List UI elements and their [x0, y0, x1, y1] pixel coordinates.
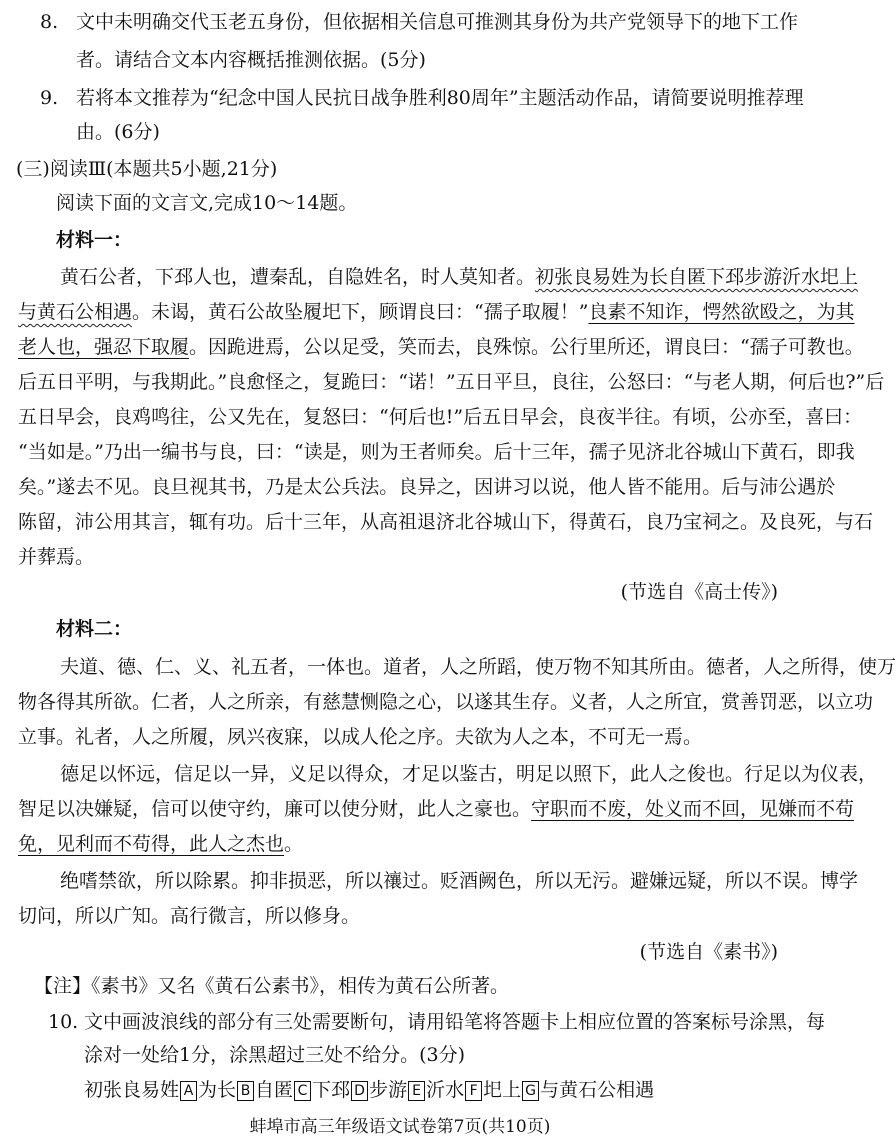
option-segment: 步游	[369, 1079, 408, 1101]
material1-line7: 矣。”遂去不见。良旦视其书，乃是太公兵法。良异之，因讲习以说，他人皆不能用。后与沛公遇於	[18, 476, 836, 498]
punctuation-options	[84, 1076, 654, 1104]
instruction: 阅读下面的文言文,完成10～14题。	[56, 192, 358, 214]
q8-text-line2: 者。请结合文本内容概括推测依据。(5分)	[76, 49, 426, 71]
q9-text-line2: 由。(6分)	[76, 121, 160, 143]
wavy-underlined-segment-end: 与黄石公相遇	[18, 301, 133, 323]
material1-heading: 材料一：	[56, 229, 133, 251]
material1-line5: 五日早会，良鸡鸣往，公又先在，复怒曰：“何后也!”后五日早会，良夜半往。有顷，公亦至，喜曰：	[18, 406, 863, 428]
material1-line3	[18, 333, 864, 361]
option-box-a: A	[180, 1081, 197, 1101]
material2-p2-line3	[18, 830, 303, 858]
material1-line1-text: 黄石公者，下邳人也，遭秦乱，自隐姓名，时人莫知者。	[60, 266, 536, 288]
wavy-underlined-segment: 初张良易姓为长自匿下邳步游沂水圯上	[535, 266, 859, 288]
underlined-sentence-1-end: 老人也，强忍下取履	[18, 336, 190, 358]
option-segment: 与黄石公相遇	[540, 1079, 655, 1101]
q10-text-line1: 文中画波浪线的部分有三处需要断句，请用铅笔将答题卡上相应位置的答案标号涂黑，每	[84, 1011, 826, 1033]
q8-text-line1: 文中未明确交代玉老五身份，但依据相关信息可推测其身份为共产党领导下的地下工作	[76, 11, 799, 33]
underlined-sentence-1: 良素不知诈，愕然欲殴之，为其	[588, 301, 855, 323]
note: 【注】《素书》又名《黄石公素书》，相传为黄石公所著。	[34, 975, 510, 997]
material1-line6: “当如是。”乃出一编书与良，曰：“读是，则为王者师矣。后十三年，孺子见济北谷城山下黄石，即我	[18, 441, 855, 463]
material1-source: (节选自《高士传》)	[620, 581, 778, 603]
q9-number: 9.	[40, 87, 59, 109]
material2-p3-line1: 绝嗜禁欲，所以除累。抑非损恶，所以禳过。贬酒阙色，所以无污。避嫌远疑，所以不误。博学	[60, 870, 859, 892]
material2-p2-line1: 德足以怀远，信足以一异，义足以得众，才足以鉴古，明足以照下，此人之俊也。行足以为仪表，	[60, 763, 878, 785]
material1-line8: 陈留，沛公用其言，辄有功。后十三年，从高祖退济北谷城山下，得黄石，良乃宝祠之。及良死，与石	[18, 511, 874, 533]
option-segment: 自匿	[255, 1079, 294, 1101]
q10-number: 10.	[48, 1011, 79, 1033]
material2-p1-line2: 物各得其所欲。仁者，人之所亲，有慈慧恻隐之心，以遂其生存。义者，人之所宜，赏善罚恶，以立功	[18, 691, 874, 713]
material2-p1-line3: 立事。礼者，人之所履，夙兴夜寐，以成人伦之序。夫欲为人之本，不可无一焉。	[18, 726, 703, 748]
material2-p1-line1: 夫道、德、仁、义、礼五者，一体也。道者，人之所蹈，使万物不知其所由。德者，人之所得，使万	[60, 656, 896, 678]
page-footer: 蚌埠市高三年级语文试卷第7页(共10页)	[249, 1117, 551, 1137]
material1-line4: 后五日平明，与我期此。”良愈怪之，复跪曰：“诺！”五日平旦，良往，公怒曰：“与老人期，何后也?”后	[18, 371, 885, 393]
q9-text-line1: 若将本文推荐为“纪念中国人民抗日战争胜利80周年”主题活动作品，请简要说明推荐理	[76, 87, 804, 109]
option-segment: 圯上	[483, 1079, 522, 1101]
option-segment: 初张良易姓	[84, 1079, 180, 1101]
material1-line3-text: 。因跪进焉，公以足受，笑而去，良殊惊。公行里所还，谓良曰：“孺子可教也。	[189, 336, 864, 358]
option-segment: 沂水	[426, 1079, 465, 1101]
material2-p3-line2: 切问，所以广知。高行微言，所以修身。	[18, 905, 361, 927]
option-box-f: F	[465, 1081, 482, 1101]
option-segment: 为长	[198, 1079, 237, 1101]
option-box-e: E	[408, 1081, 425, 1101]
material1-line9: 并葬焉。	[18, 546, 95, 568]
material2-p2-line2-text: 智足以决嫌疑，信可以使守约，廉可以使分财，此人之豪也。	[18, 798, 532, 820]
material2-p2-line2	[18, 795, 855, 823]
option-box-d: D	[351, 1081, 368, 1101]
material1-line1	[60, 263, 859, 291]
material2-source: (节选自《素书》)	[639, 941, 778, 963]
material2-p2-line3-text: 。	[284, 833, 304, 855]
option-box-c: C	[294, 1081, 311, 1101]
q10-text-line2: 涂对一处给1分，涂黑超过三处不给分。(3分)	[84, 1044, 466, 1066]
underlined-sentence-2-end: 免，见利而不苟得，此人之杰也	[18, 833, 285, 855]
material1-line2-text: 。未谒，黄石公故坠履圯下，顾谓良曰：“孺子取履！”	[132, 301, 589, 323]
option-segment: 下邳	[312, 1079, 351, 1101]
q8-number: 8.	[40, 11, 59, 33]
material1-line2	[18, 298, 855, 326]
section-title: (三)阅读Ⅲ(本题共5小题,21分)	[16, 158, 278, 180]
option-box-g: G	[522, 1081, 539, 1101]
option-box-b: B	[237, 1081, 254, 1101]
underlined-sentence-2: 守职而不废，处义而不回，见嫌而不苟	[531, 798, 855, 820]
material2-heading: 材料二：	[56, 618, 133, 640]
